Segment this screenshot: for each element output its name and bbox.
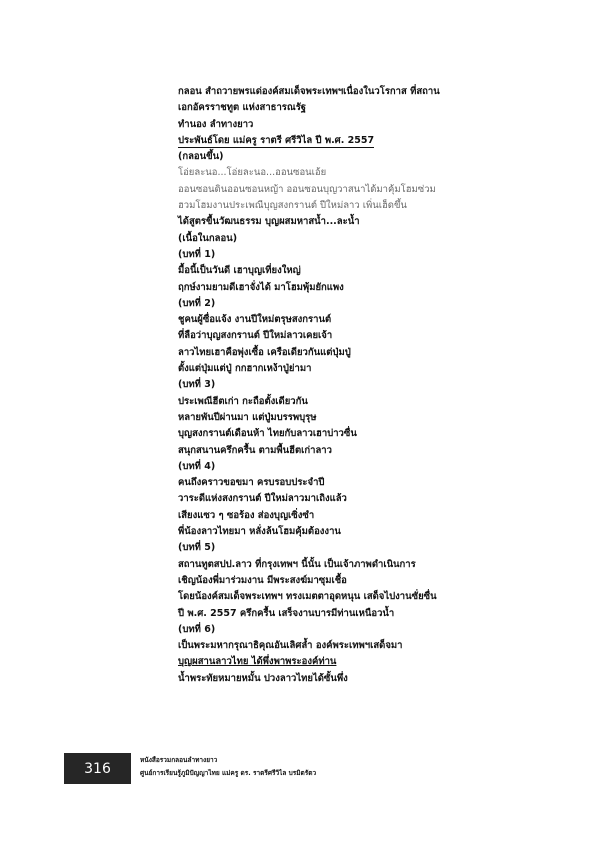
stanza-line: ลาวไทยเฮาคือพุ่งเซื้อ เครือเดียวกันแต่ปุ่มปู่ bbox=[178, 346, 351, 358]
stanza-label: (บทที่ 2) bbox=[178, 297, 216, 309]
stanza-line: วาระดีแห่งสงกรานต์ ปีใหม่ลาวมาเถิงแล้ว bbox=[178, 493, 347, 505]
author-line: ประพันธ์โดย แม่ครู ราตรี ศรีวิไล ปี พ.ศ. 2557 bbox=[178, 134, 375, 146]
stanza-line: มื้อนี้เป็นวันดี เฮาบุญเที่ยงใหญ่ bbox=[178, 265, 301, 277]
stanza-label: (บทที่ 1) bbox=[178, 248, 216, 260]
header-line: เอกอัครราชทูต แห่งสาธารณรัฐ bbox=[178, 102, 307, 114]
stanza-line: เสียงแซว ๆ ซอร้อง ส่องบุญเซิ่งซำ bbox=[178, 509, 315, 521]
stanza-line: ปี พ.ศ. 2557 ครึกครื้น เสร็จงานบารมีท่านเหนือวน้ำ bbox=[178, 607, 395, 619]
stanza-line: ฤกษ์งามยามดีเฮาจั่งได้ มาโฮมพุ้มยักแพง bbox=[178, 281, 344, 293]
footer-subtitle: ศูนย์การเรียนรู้ภูมิปัญญาไทย แม่ครู ดร. ราตรีศรีวิไล บรมิตรัตว bbox=[140, 769, 317, 777]
page-number-text: 316 bbox=[84, 760, 111, 777]
intro-line: ฮวมโฮมงานประเพณีบุญสงกรานต์ ปีใหม่ลาว เพิ่นเฮ็ดขึ้น bbox=[178, 200, 407, 212]
footer-title: หนังสือรวมกลอนลำทางยาว bbox=[140, 756, 218, 764]
stanza-line: ที่ลือว่าบุญสงกรานต์ ปีใหม่ลาวเคยเจ้า bbox=[178, 330, 333, 342]
stanza-line: สถานทูตสปป.ลาว ที่กรุงเทพฯ นี้นั้น เป็นเจ้าภาพดำเนินการ bbox=[178, 558, 416, 570]
stanza-line: บุญผสานลาวไทย ได้พึ่งพาพระองค์ท่าน bbox=[178, 656, 337, 668]
stanza-line: เป็นพระมหากรุณาธิคุณอันเลิศล้ำ องค์พระเทพฯเสด็จมา bbox=[178, 640, 403, 652]
intro-heading: (กลอนขึ้น) bbox=[178, 151, 224, 163]
stanza-line: น้ำพระทัยหมายหมั้น ปวงลาวไทยได้ซั้นพึ่ง bbox=[178, 672, 348, 684]
intro-line: โอ่ยละนอ...โอ่ยละนอ...ออนซอนเอ้ย bbox=[178, 167, 327, 179]
stanza-line: บุญสงกรานต์เดือนห้า ไทยกับลาวเฮาบ่าวซื่น bbox=[178, 428, 357, 440]
stanza-line: ตั้งแต่ปุ่มแต่ปู่ กกฮากเหง้าปู่ย่ามา bbox=[178, 363, 312, 375]
stanza-line: หลายพันปีผ่านมา แต่ปู่มบรรพบุรุษ bbox=[178, 411, 317, 423]
stanza-line: ชูคนผู้ซื่อแจ้ง งานปีใหม่ตรุษสงกรานต์ bbox=[178, 314, 332, 326]
stanza-line: เชิญน้องพี่มาร่วมงาน มีพระสงฆ์มาซุมเชื้อ bbox=[178, 574, 347, 586]
stanza-line: พี่น้องลาวไทยมา หลั่งล้นโฮมคุ้มต้องงาน bbox=[178, 526, 341, 538]
page-number bbox=[64, 753, 131, 784]
poem-content bbox=[178, 84, 478, 687]
stanza-label: (บทที่ 5) bbox=[178, 542, 216, 554]
stanza-line: โดยน้องค์สมเด็จพระเทพฯ ทรงเมตตาอุดหนุน เสด็จไปงานซั่ยซื่น bbox=[178, 591, 437, 603]
stanza-line: คนถึงคราวขอขมา ครบรอบประจำปี bbox=[178, 477, 325, 489]
stanza-label: (บทที่ 4) bbox=[178, 460, 216, 472]
intro-close: ได้สูตรขื้นวัฒนธรรม บุญผสมหาสน้ำ...ละน้ำ bbox=[178, 216, 360, 228]
stanza-label: (บทที่ 6) bbox=[178, 623, 216, 635]
stanza-line: ประเพณีฮีตเก่า กะถือตั้งเดียวกัน bbox=[178, 395, 308, 407]
body-heading: (เนื้อในกลอน) bbox=[178, 232, 238, 244]
header-line bbox=[178, 133, 478, 149]
header-line: ทำนอง ลำทางยาว bbox=[178, 118, 254, 130]
intro-line: ออนซอนดินออนซอนหญ้า ออนซอนบุญวาสนาได้มาคุ้มโฮมซ่วม bbox=[178, 183, 436, 195]
footer bbox=[140, 754, 316, 780]
stanza-line: สนุกสนานครึกครื้น ตามพื้นฮีตเก่าลาว bbox=[178, 444, 332, 456]
stanza-label: (บทที่ 3) bbox=[178, 379, 216, 391]
header-line: กลอน สำถวายพรแด่องค์สมเด็จพระเทพฯเนื่องในวโรกาส ที่สถาน bbox=[178, 86, 440, 97]
